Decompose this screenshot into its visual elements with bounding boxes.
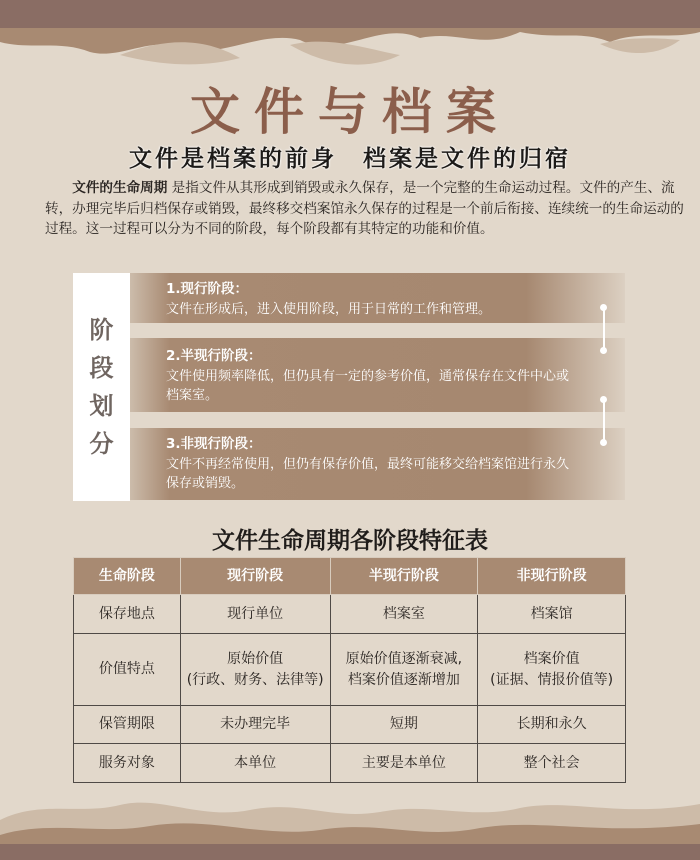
table-cell: 档案价值 (证据、情报价值等): [478, 634, 626, 706]
stage-division-label: [73, 273, 130, 501]
table-cell: 长期和永久: [478, 706, 626, 744]
stage-current: [130, 273, 625, 323]
timeline-dot: [600, 347, 607, 354]
header-cell: 生命阶段: [74, 558, 181, 595]
intro-text: 是指文件从其形成到销毁或永久保存，是一个完整的生命运动过程。文件的产生、流转，办理完毕后归档保存或销毁，最终移交档案馆永久保存的过程是一个前后衔接、连续统一的生命运动的过程。这一过程可以分为不同的阶段，每个阶段都有其特定的功能和价值。: [45, 180, 684, 237]
stage-text: 文件不再经常使用，但仍有保存价值，最终可能移交给档案馆进行永久保存或销毁。: [166, 457, 570, 491]
poster-title: 文件与档案: [190, 82, 510, 141]
table-cell: 本单位: [180, 744, 330, 783]
stage-semi-current: [130, 338, 625, 412]
timeline-dot: [600, 304, 607, 311]
stage-title: 2.半现行阶段：: [166, 348, 262, 364]
label-char: 阶: [89, 316, 114, 344]
row-label: 保管期限: [74, 706, 181, 744]
stage-text: 文件使用频率降低，但仍具有一定的参考价值，通常保存在文件中心或档案室。: [166, 369, 570, 403]
label-char: 段: [89, 354, 114, 382]
table-row: [74, 706, 626, 744]
timeline-connector: [603, 400, 605, 442]
row-label: 价值特点: [74, 634, 181, 706]
header-cell: 半现行阶段: [330, 558, 478, 595]
bottom-wave-decoration: [0, 790, 700, 860]
label-char: 分: [89, 430, 114, 458]
table-cell: 档案馆: [478, 595, 626, 634]
stage-title: 3.非现行阶段：: [166, 436, 262, 452]
lifecycle-table: [73, 557, 626, 783]
label-char: 划: [89, 392, 114, 420]
table-cell: 原始价值 (行政、财务、法律等): [180, 634, 330, 706]
table-cell: 主要是本单位: [330, 744, 478, 783]
row-label: 服务对象: [74, 744, 181, 783]
timeline-connector: [603, 308, 605, 352]
header-cell: 非现行阶段: [478, 558, 626, 595]
stage-non-current: [130, 428, 625, 500]
stage-text: 文件在形成后，进入使用阶段，用于日常的工作和管理。: [166, 302, 492, 317]
intro-term: 文件的生命周期: [72, 180, 168, 196]
intro-paragraph: [45, 178, 685, 240]
timeline-dot: [600, 439, 607, 446]
table-row: [74, 744, 626, 783]
table-cell: 整个社会: [478, 744, 626, 783]
table-cell: 未办理完毕: [180, 706, 330, 744]
table-row: [74, 634, 626, 706]
table-header-row: [74, 558, 626, 595]
poster-subtitle: 文件是档案的前身 档案是文件的归宿: [129, 145, 571, 172]
timeline-dot: [600, 396, 607, 403]
top-wave-decoration: [0, 0, 700, 80]
table-row: [74, 595, 626, 634]
table-cell: 档案室: [330, 595, 478, 634]
table-cell: 短期: [330, 706, 478, 744]
stage-title: 1.现行阶段：: [166, 281, 249, 297]
header-cell: 现行阶段: [180, 558, 330, 595]
table-cell: 现行单位: [180, 595, 330, 634]
row-label: 保存地点: [74, 595, 181, 634]
table-cell: 原始价值逐渐衰减, 档案价值逐渐增加: [330, 634, 478, 706]
table-title: 文件生命周期各阶段特征表: [212, 528, 488, 554]
